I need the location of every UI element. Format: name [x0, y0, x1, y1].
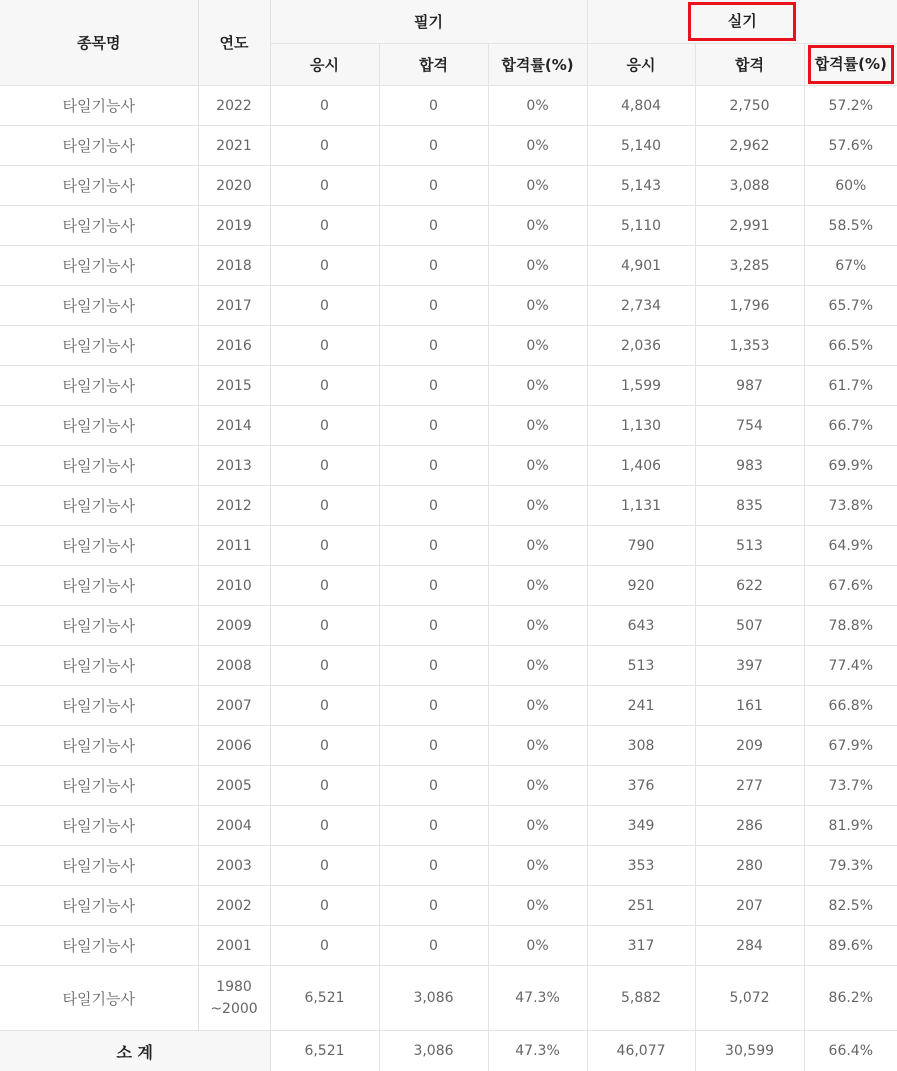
practical-rate-cell: 67.9%: [804, 726, 897, 766]
practical-rate-cell: 58.5%: [804, 206, 897, 246]
item-name-cell: 타일기능사: [0, 366, 198, 406]
year-cell: 2006: [198, 726, 270, 766]
year-cell: 2022: [198, 86, 270, 126]
written-applicants-cell: 0: [270, 406, 379, 446]
practical-rate-cell: 67%: [804, 246, 897, 286]
written-passed-cell: 0: [379, 686, 488, 726]
practical-applicants-cell: 1,130: [587, 406, 695, 446]
header-practical-passed: 합격: [695, 44, 804, 86]
practical-rate-cell: 78.8%: [804, 606, 897, 646]
header-practical-applicants: 응시: [587, 44, 695, 86]
year-range-start: 1980: [216, 979, 252, 995]
practical-passed-cell: 397: [695, 646, 804, 686]
year-cell: 2007: [198, 686, 270, 726]
written-rate-cell: 0%: [488, 406, 587, 446]
written-applicants-cell: 0: [270, 846, 379, 886]
item-name-cell: 타일기능사: [0, 686, 198, 726]
table-row: [0, 846, 897, 886]
table-row: [0, 246, 897, 286]
written-rate-cell: 0%: [488, 526, 587, 566]
practical-rate-cell: 79.3%: [804, 846, 897, 886]
table-row: [0, 966, 897, 1031]
practical-rate-cell: 65.7%: [804, 286, 897, 326]
year-cell: 2019: [198, 206, 270, 246]
item-name-cell: 타일기능사: [0, 206, 198, 246]
practical-applicants-cell: 241: [587, 686, 695, 726]
practical-rate-cell: 66.5%: [804, 326, 897, 366]
practical-passed-cell: 1,796: [695, 286, 804, 326]
total-written-passed: 3,086: [379, 1031, 488, 1071]
written-applicants-cell: 0: [270, 206, 379, 246]
written-rate-cell: 47.3%: [488, 966, 587, 1031]
total-practical-applicants: 46,077: [587, 1031, 695, 1071]
item-name-cell: 타일기능사: [0, 486, 198, 526]
practical-applicants-cell: 790: [587, 526, 695, 566]
written-rate-cell: 0%: [488, 206, 587, 246]
table-row: [0, 646, 897, 686]
item-name-cell: 타일기능사: [0, 126, 198, 166]
written-rate-cell: 0%: [488, 566, 587, 606]
practical-applicants-cell: 1,406: [587, 446, 695, 486]
practical-rate-cell: 89.6%: [804, 926, 897, 966]
practical-passed-cell: 835: [695, 486, 804, 526]
practical-passed-cell: 754: [695, 406, 804, 446]
practical-passed-cell: 2,991: [695, 206, 804, 246]
written-passed-cell: 0: [379, 646, 488, 686]
written-passed-cell: 3,086: [379, 966, 488, 1031]
written-applicants-cell: 0: [270, 86, 379, 126]
written-passed-cell: 0: [379, 526, 488, 566]
practical-passed-cell: 280: [695, 846, 804, 886]
table-footer: [0, 1031, 897, 1071]
practical-applicants-cell: 1,599: [587, 366, 695, 406]
practical-applicants-cell: 5,143: [587, 166, 695, 206]
practical-passed-cell: 284: [695, 926, 804, 966]
practical-applicants-cell: 2,734: [587, 286, 695, 326]
written-rate-cell: 0%: [488, 806, 587, 846]
written-passed-cell: 0: [379, 366, 488, 406]
header-practical-cell: [587, 0, 897, 44]
year-cell: 2016: [198, 326, 270, 366]
written-rate-cell: 0%: [488, 166, 587, 206]
written-passed-cell: 0: [379, 886, 488, 926]
written-passed-cell: 0: [379, 486, 488, 526]
year-cell: 2018: [198, 246, 270, 286]
item-name-cell: 타일기능사: [0, 86, 198, 126]
written-applicants-cell: 0: [270, 726, 379, 766]
written-rate-cell: 0%: [488, 86, 587, 126]
written-rate-cell: 0%: [488, 326, 587, 366]
written-applicants-cell: 0: [270, 366, 379, 406]
written-applicants-cell: 0: [270, 246, 379, 286]
written-rate-cell: 0%: [488, 446, 587, 486]
written-applicants-cell: 0: [270, 286, 379, 326]
practical-rate-cell: 77.4%: [804, 646, 897, 686]
item-name-cell: 타일기능사: [0, 926, 198, 966]
written-passed-cell: 0: [379, 126, 488, 166]
practical-applicants-cell: 317: [587, 926, 695, 966]
practical-passed-cell: 277: [695, 766, 804, 806]
written-rate-cell: 0%: [488, 246, 587, 286]
practical-passed-cell: 513: [695, 526, 804, 566]
practical-passed-cell: 983: [695, 446, 804, 486]
written-applicants-cell: 0: [270, 926, 379, 966]
item-name-cell: 타일기능사: [0, 766, 198, 806]
written-rate-cell: 0%: [488, 366, 587, 406]
written-applicants-cell: 0: [270, 126, 379, 166]
practical-rate-cell: 81.9%: [804, 806, 897, 846]
header-written: 필기: [270, 0, 587, 44]
header-practical-rate-cell: [804, 44, 897, 86]
written-rate-cell: 0%: [488, 726, 587, 766]
item-name-cell: 타일기능사: [0, 406, 198, 446]
table-row: [0, 86, 897, 126]
item-name-cell: 타일기능사: [0, 886, 198, 926]
table-row: [0, 446, 897, 486]
total-written-rate: 47.3%: [488, 1031, 587, 1071]
written-applicants-cell: 0: [270, 326, 379, 366]
year-cell: 2005: [198, 766, 270, 806]
practical-applicants-cell: 349: [587, 806, 695, 846]
practical-rate-cell: 66.8%: [804, 686, 897, 726]
practical-applicants-cell: 353: [587, 846, 695, 886]
practical-rate-cell: 57.6%: [804, 126, 897, 166]
practical-applicants-cell: 376: [587, 766, 695, 806]
written-rate-cell: 0%: [488, 686, 587, 726]
written-passed-cell: 0: [379, 286, 488, 326]
header-item-name: 종목명: [0, 0, 198, 86]
practical-applicants-cell: 251: [587, 886, 695, 926]
table-row: [0, 566, 897, 606]
practical-applicants-cell: 5,140: [587, 126, 695, 166]
year-cell: 2001: [198, 926, 270, 966]
written-rate-cell: 0%: [488, 126, 587, 166]
practical-applicants-cell: 308: [587, 726, 695, 766]
practical-rate-cell: 64.9%: [804, 526, 897, 566]
written-passed-cell: 0: [379, 726, 488, 766]
item-name-cell: 타일기능사: [0, 966, 198, 1031]
table-body: [0, 86, 897, 1031]
item-name-cell: 타일기능사: [0, 246, 198, 286]
year-cell: 2013: [198, 446, 270, 486]
table-row: [0, 926, 897, 966]
practical-applicants-cell: 5,882: [587, 966, 695, 1031]
item-name-cell: 타일기능사: [0, 606, 198, 646]
table-row: [0, 206, 897, 246]
practical-rate-cell: 73.7%: [804, 766, 897, 806]
practical-applicants-cell: 920: [587, 566, 695, 606]
practical-applicants-cell: 4,804: [587, 86, 695, 126]
item-name-cell: 타일기능사: [0, 726, 198, 766]
practical-rate-cell: 66.7%: [804, 406, 897, 446]
item-name-cell: 타일기능사: [0, 446, 198, 486]
practical-passed-cell: 161: [695, 686, 804, 726]
written-passed-cell: 0: [379, 766, 488, 806]
header-practical-rate: 합격률(%): [808, 45, 894, 84]
table-row: [0, 486, 897, 526]
written-passed-cell: 0: [379, 806, 488, 846]
year-cell: 2008: [198, 646, 270, 686]
written-rate-cell: 0%: [488, 606, 587, 646]
total-practical-rate: 66.4%: [828, 1043, 874, 1059]
practical-rate-cell: 73.8%: [804, 486, 897, 526]
item-name-cell: 타일기능사: [0, 526, 198, 566]
written-applicants-cell: 0: [270, 806, 379, 846]
practical-rate-cell: 60%: [804, 166, 897, 206]
written-applicants-cell: 0: [270, 886, 379, 926]
practical-passed-cell: 207: [695, 886, 804, 926]
written-passed-cell: 0: [379, 166, 488, 206]
item-name-cell: 타일기능사: [0, 326, 198, 366]
year-cell: 2009: [198, 606, 270, 646]
table-row: [0, 886, 897, 926]
year-cell: 2010: [198, 566, 270, 606]
written-passed-cell: 0: [379, 246, 488, 286]
total-practical-passed: 30,599: [695, 1031, 804, 1071]
table-row: [0, 286, 897, 326]
header-year: 연도: [198, 0, 270, 86]
written-applicants-cell: 0: [270, 606, 379, 646]
written-applicants-cell: 0: [270, 166, 379, 206]
total-label: 소 계: [0, 1031, 270, 1071]
year-cell: [198, 966, 270, 1031]
table-row: [0, 126, 897, 166]
item-name-cell: 타일기능사: [0, 646, 198, 686]
table-row: [0, 766, 897, 806]
practical-rate-cell: 86.2%: [804, 966, 897, 1031]
practical-passed-cell: 3,285: [695, 246, 804, 286]
header-practical: 실기: [688, 2, 796, 41]
practical-applicants-cell: 5,110: [587, 206, 695, 246]
written-passed-cell: 0: [379, 566, 488, 606]
written-rate-cell: 0%: [488, 286, 587, 326]
written-rate-cell: 0%: [488, 486, 587, 526]
table-header: [0, 0, 897, 86]
written-applicants-cell: 0: [270, 486, 379, 526]
item-name-cell: 타일기능사: [0, 286, 198, 326]
written-rate-cell: 0%: [488, 846, 587, 886]
written-rate-cell: 0%: [488, 766, 587, 806]
practical-rate-cell: 69.9%: [804, 446, 897, 486]
practical-passed-cell: 209: [695, 726, 804, 766]
written-rate-cell: 0%: [488, 926, 587, 966]
year-cell: 2021: [198, 126, 270, 166]
written-applicants-cell: 0: [270, 526, 379, 566]
table-row: [0, 806, 897, 846]
table-row: [0, 166, 897, 206]
practical-rate-cell: 57.2%: [804, 86, 897, 126]
header-written-applicants: 응시: [270, 44, 379, 86]
year-cell: 2015: [198, 366, 270, 406]
year-cell: 2014: [198, 406, 270, 446]
written-rate-cell: 0%: [488, 646, 587, 686]
written-passed-cell: 0: [379, 606, 488, 646]
table-row: [0, 366, 897, 406]
year-cell: 2020: [198, 166, 270, 206]
practical-passed-cell: 286: [695, 806, 804, 846]
practical-passed-cell: 5,072: [695, 966, 804, 1031]
practical-applicants-cell: 4,901: [587, 246, 695, 286]
year-cell: 2002: [198, 886, 270, 926]
practical-rate-cell: 61.7%: [804, 366, 897, 406]
written-passed-cell: 0: [379, 406, 488, 446]
written-passed-cell: 0: [379, 846, 488, 886]
total-written-applicants: 6,521: [270, 1031, 379, 1071]
table-row: [0, 686, 897, 726]
written-applicants-cell: 0: [270, 646, 379, 686]
written-applicants-cell: 0: [270, 566, 379, 606]
practical-applicants-cell: 1,131: [587, 486, 695, 526]
year-range-end: ~2000: [210, 1001, 258, 1017]
year-cell: 2017: [198, 286, 270, 326]
practical-applicants-cell: 643: [587, 606, 695, 646]
written-passed-cell: 0: [379, 206, 488, 246]
practical-applicants-cell: 513: [587, 646, 695, 686]
written-passed-cell: 0: [379, 86, 488, 126]
practical-passed-cell: 622: [695, 566, 804, 606]
header-written-passed: 합격: [379, 44, 488, 86]
total-row: [0, 1031, 897, 1071]
practical-passed-cell: 3,088: [695, 166, 804, 206]
table-row: [0, 526, 897, 566]
table-row: [0, 726, 897, 766]
year-cell: 2011: [198, 526, 270, 566]
practical-passed-cell: 2,750: [695, 86, 804, 126]
year-cell: 2003: [198, 846, 270, 886]
practical-applicants-cell: 2,036: [587, 326, 695, 366]
written-rate-cell: 0%: [488, 886, 587, 926]
table-row: [0, 406, 897, 446]
practical-rate-cell: 67.6%: [804, 566, 897, 606]
practical-rate-cell: 82.5%: [804, 886, 897, 926]
practical-passed-cell: 987: [695, 366, 804, 406]
written-applicants-cell: 0: [270, 686, 379, 726]
item-name-cell: 타일기능사: [0, 566, 198, 606]
year-cell: 2004: [198, 806, 270, 846]
table-row: [0, 606, 897, 646]
item-name-cell: 타일기능사: [0, 846, 198, 886]
practical-passed-cell: 1,353: [695, 326, 804, 366]
header-written-rate: 합격률(%): [488, 44, 587, 86]
practical-passed-cell: 507: [695, 606, 804, 646]
table-row: [0, 326, 897, 366]
practical-passed-cell: 2,962: [695, 126, 804, 166]
year-cell: 2012: [198, 486, 270, 526]
item-name-cell: 타일기능사: [0, 166, 198, 206]
written-applicants-cell: 6,521: [270, 966, 379, 1031]
item-name-cell: 타일기능사: [0, 806, 198, 846]
written-applicants-cell: 0: [270, 766, 379, 806]
written-passed-cell: 0: [379, 926, 488, 966]
written-applicants-cell: 0: [270, 446, 379, 486]
written-passed-cell: 0: [379, 326, 488, 366]
written-passed-cell: 0: [379, 446, 488, 486]
